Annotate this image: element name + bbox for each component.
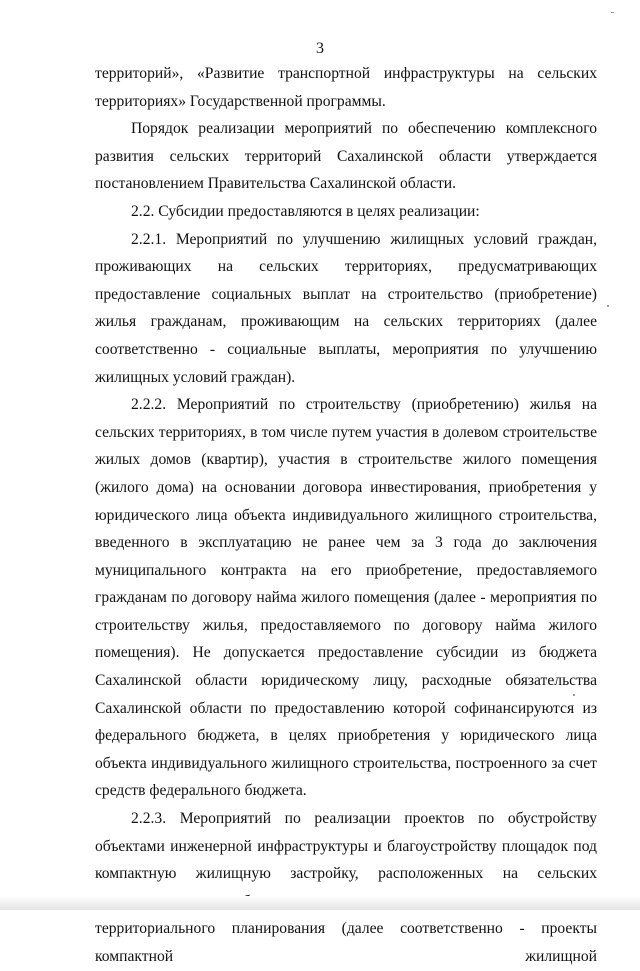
paragraph: 2.2.3. Мероприятий по реализации проектов по обустройству объектами инженерной инфраструктуры и благоустройству площадок под компактную жилищную застройку, расположенных на сельских территориального планирования (далее соответственно - проекты компактной жилищной xyxy=(95,810,597,965)
scan-bottom-edge xyxy=(0,896,640,910)
paragraph: 2.2.1. Мероприятий по улучшению жилищных условий граждан, проживающих на сельских территориях, предусматривающих предоставление социальных выплат на строительство (приобретение) жилья гражданам, проживающим на сельских территориях (далее соответственно - социальные выплаты, мероприятия по улучшению жилищных условий граждан). xyxy=(95,230,597,386)
paragraph: территорий», «Развитие транспортной инфраструктуры на сельских территориях» Государственной программы. xyxy=(95,65,597,110)
paragraph: Порядок реализации мероприятий по обеспечению комплексного развития сельских территорий Сахалинской области утверждается постановлением Правительства Сахалинской области. xyxy=(95,120,597,193)
scan-speck xyxy=(607,305,609,307)
scan-speck xyxy=(611,12,614,13)
scan-speck xyxy=(573,694,575,696)
document-body xyxy=(95,60,597,971)
paragraph: 2.2.2. Мероприятий по строительству (приобретению) жилья на сельских территориях, в том числе путем участия в долевом строительстве жилых домов (квартир), участия в строительстве жилого помещения (жилого дома) на основании договора инвестирования, приобретения у юридического лица объекта индивидуального жилищного строительства, введенного в эксплуатацию не ранее чем за 3 года до заключения муниципального контракта на его приобретение, предоставляемого гражданам по договору найма жилого помещения (далее - мероприятия по строительству жилья, предоставляемого по договору найма жилого помещения). Не допускается предоставление субсидии из бюджета Сахалинской области юридическому лицу, расходные обязательства Сахалинской области по предоставлению которой софинансируются из федерального бюджета, в целях приобретения у юридического лица объекта индивидуального жилищного строительства, построенного за счет средств федерального бюджета. xyxy=(95,396,597,800)
paragraph: 2.2. Субсидии предоставляются в целях реализации: xyxy=(131,202,480,220)
page-number: 3 xyxy=(316,40,324,57)
